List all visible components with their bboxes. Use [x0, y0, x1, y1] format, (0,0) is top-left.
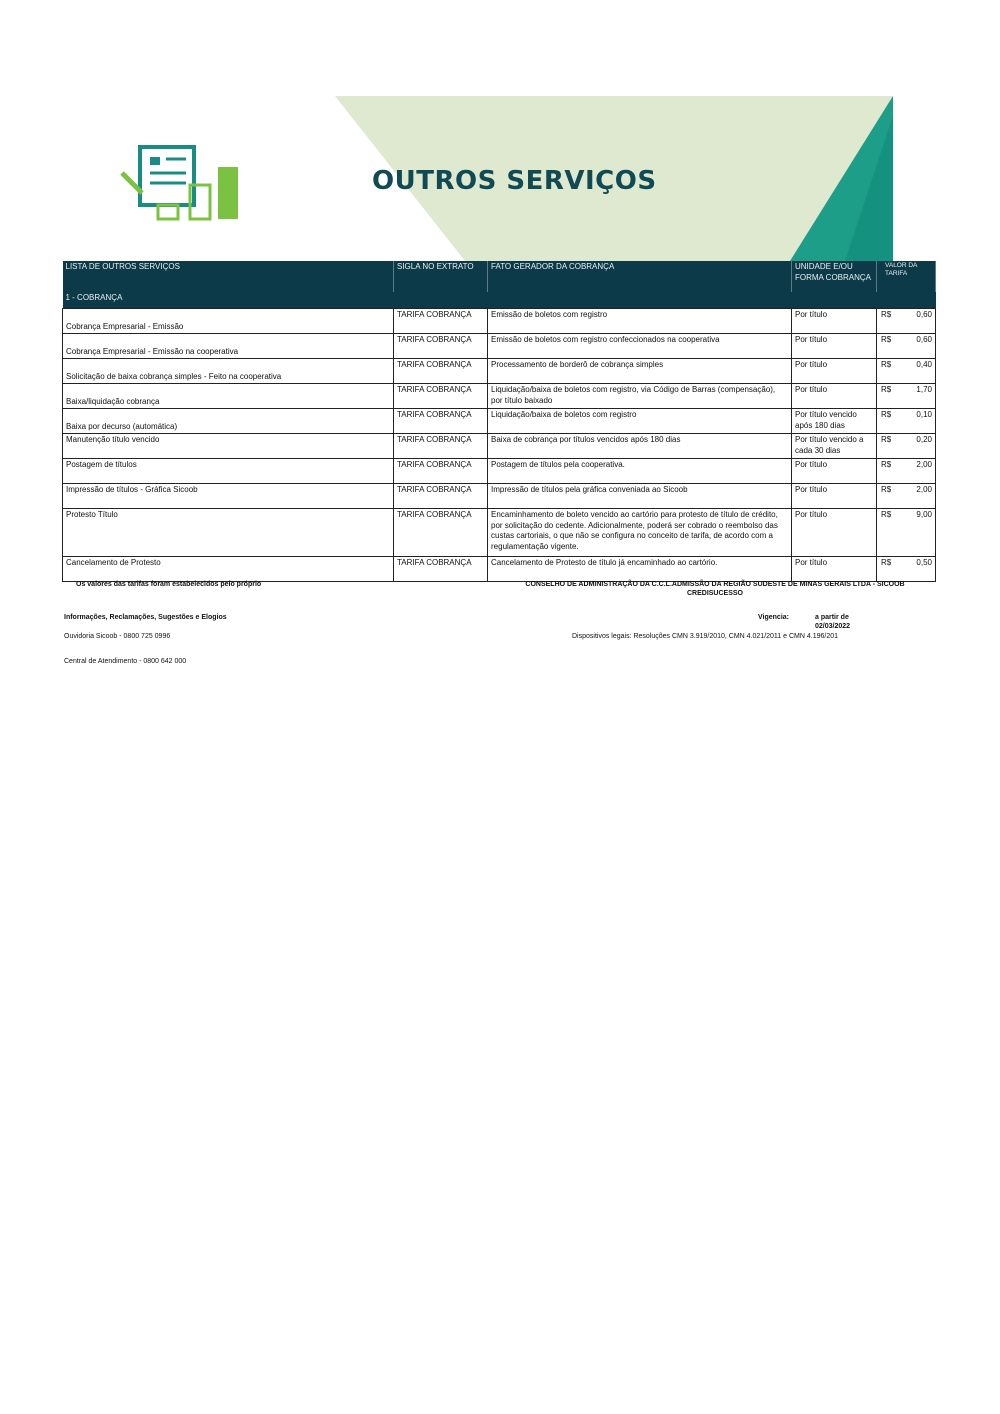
table-row [63, 434, 936, 459]
header-unidade: UNIDADE E/OU FORMA COBRANÇA [792, 261, 877, 292]
table-row [63, 484, 936, 509]
currency-label: R$ [881, 360, 892, 369]
service-unidade: Por título [792, 334, 877, 359]
service-sigla: TARIFA COBRANÇA [394, 509, 488, 557]
service-name: Cancelamento de Protesto [63, 557, 394, 582]
service-fato: Impressão de títulos pela gráfica conveniada ao Sicoob [488, 484, 792, 509]
currency-label: R$ [881, 485, 892, 494]
page-title: OUTROS SERVIÇOS [372, 166, 657, 196]
header-fato: FATO GERADOR DA COBRANÇA [488, 261, 792, 292]
service-unidade: Por título [792, 459, 877, 484]
table-row [63, 359, 936, 384]
table-row [63, 334, 936, 359]
price-value: 0,60 [916, 335, 932, 344]
price-value: 0,40 [916, 360, 932, 369]
service-sigla: TARIFA COBRANÇA [394, 434, 488, 459]
currency-label: R$ [881, 410, 892, 419]
service-fato: Baixa de cobrança por títulos vencidos após 180 dias [488, 434, 792, 459]
service-unidade: Por título [792, 509, 877, 557]
price-value: 2,00 [916, 460, 932, 469]
service-unidade: Por título [792, 309, 877, 334]
service-name: Cobrança Empresarial - Emissão na cooperativa [63, 334, 394, 359]
price-value: 1,70 [916, 385, 932, 394]
group-label: 1 - COBRANÇA [63, 292, 936, 309]
service-sigla: TARIFA COBRANÇA [394, 484, 488, 509]
service-sigla: TARIFA COBRANÇA [394, 384, 488, 409]
table-header-row [63, 261, 936, 292]
service-price [877, 409, 936, 434]
service-name: Postagem de títulos [63, 459, 394, 484]
header-sigla: SIGLA NO EXTRATO [394, 261, 488, 292]
service-unidade: Por título vencido após 180 dias [792, 409, 877, 434]
vigencia-label: Vigencia: [758, 614, 789, 621]
table-row [63, 384, 936, 409]
service-name: Impressão de títulos - Gráfica Sicoob [63, 484, 394, 509]
service-name: Solicitação de baixa cobrança simples - Feito na cooperativa [63, 359, 394, 384]
ouvidoria-phone: Ouvidoria Sicoob - 0800 725 0996 [64, 633, 171, 640]
table-row [63, 459, 936, 484]
values-note: Os valores das tarifas foram estabelecidos pelo próprio [76, 581, 262, 588]
price-value: 0,60 [916, 310, 932, 319]
central-phone: Central de Atendimento - 0800 642 000 [64, 658, 187, 665]
table-row [63, 309, 936, 334]
currency-label: R$ [881, 510, 892, 519]
service-fato: Postagem de títulos pela cooperativa. [488, 459, 792, 484]
currency-label: R$ [881, 335, 892, 344]
service-name: Manutenção título vencido [63, 434, 394, 459]
service-sigla: TARIFA COBRANÇA [394, 409, 488, 434]
info-label: Informações, Reclamações, Sugestões e Elogios [64, 614, 227, 621]
service-fato: Processamento de borderô de cobrança simples [488, 359, 792, 384]
header-valor: VALOR DA TARIFA [877, 261, 936, 292]
currency-label: R$ [881, 310, 892, 319]
currency-label: R$ [881, 558, 892, 567]
service-sigla: TARIFA COBRANÇA [394, 334, 488, 359]
service-sigla: TARIFA COBRANÇA [394, 359, 488, 384]
service-fato: Liquidação/baixa de boletos com registro [488, 409, 792, 434]
service-price [877, 484, 936, 509]
service-unidade: Por título [792, 557, 877, 582]
service-name: Baixa/liquidação cobrança [63, 384, 394, 409]
council-note: CONSELHO DE ADMINISTRAÇÃO DA C.C.L.ADMISSÃO DA REGIÃO SUDESTE DE MINAS GERAIS LTDA - SICOOB CREDISUCESSO [525, 581, 905, 597]
service-unidade: Por título [792, 359, 877, 384]
table-row [63, 509, 936, 557]
service-fato: Emissão de boletos com registro [488, 309, 792, 334]
service-fato: Emissão de boletos com registro confeccionados na cooperativa [488, 334, 792, 359]
service-name: Baixa por decurso (automática) [63, 409, 394, 434]
service-price [877, 359, 936, 384]
service-price [877, 459, 936, 484]
header-list: LISTA DE OUTROS SERVIÇOS [63, 261, 394, 292]
service-price [877, 434, 936, 459]
service-unidade: Por título [792, 384, 877, 409]
service-fato: Encaminhamento de boleto vencido ao cartório para protesto de título de crédito, por solicitação do cedente. Adicionalmente, poderá ser cobrado o reembolso das custas cartoriais, o que não se configura no conceito de tarifa, de acordo com a regulamentação vigente. [488, 509, 792, 557]
service-price [877, 309, 936, 334]
service-name: Cobrança Empresarial - Emissão [63, 309, 394, 334]
legal-dispositions: Dispositivos legais: Resoluções CMN 3.919/2010, CMN 4.021/2011 e CMN 4.196/201 [572, 633, 839, 640]
service-price [877, 334, 936, 359]
service-unidade: Por título vencido a cada 30 dias [792, 434, 877, 459]
service-sigla: TARIFA COBRANÇA [394, 557, 488, 582]
service-price [877, 557, 936, 582]
service-unidade: Por título [792, 484, 877, 509]
document-chart-icon [112, 143, 242, 223]
price-value: 9,00 [916, 510, 932, 519]
currency-label: R$ [881, 385, 892, 394]
service-sigla: TARIFA COBRANÇA [394, 309, 488, 334]
service-name: Protesto Título [63, 509, 394, 557]
price-value: 0,20 [916, 435, 932, 444]
price-value: 2,00 [916, 485, 932, 494]
service-sigla: TARIFA COBRANÇA [394, 459, 488, 484]
currency-label: R$ [881, 435, 892, 444]
vigencia-value: a partir de 02/03/2022 [815, 614, 851, 630]
group-row [63, 292, 936, 309]
service-fato: Liquidação/baixa de boletos com registro, via Código de Barras (compensação), por título baixado [488, 384, 792, 409]
currency-label: R$ [881, 460, 892, 469]
service-fato: Cancelamento de Protesto de título já encaminhado ao cartório. [488, 557, 792, 582]
service-price [877, 509, 936, 557]
table-row [63, 557, 936, 582]
price-value: 0,10 [916, 410, 932, 419]
services-table [62, 261, 936, 582]
price-value: 0,50 [916, 558, 932, 567]
service-price [877, 384, 936, 409]
table-row [63, 409, 936, 434]
